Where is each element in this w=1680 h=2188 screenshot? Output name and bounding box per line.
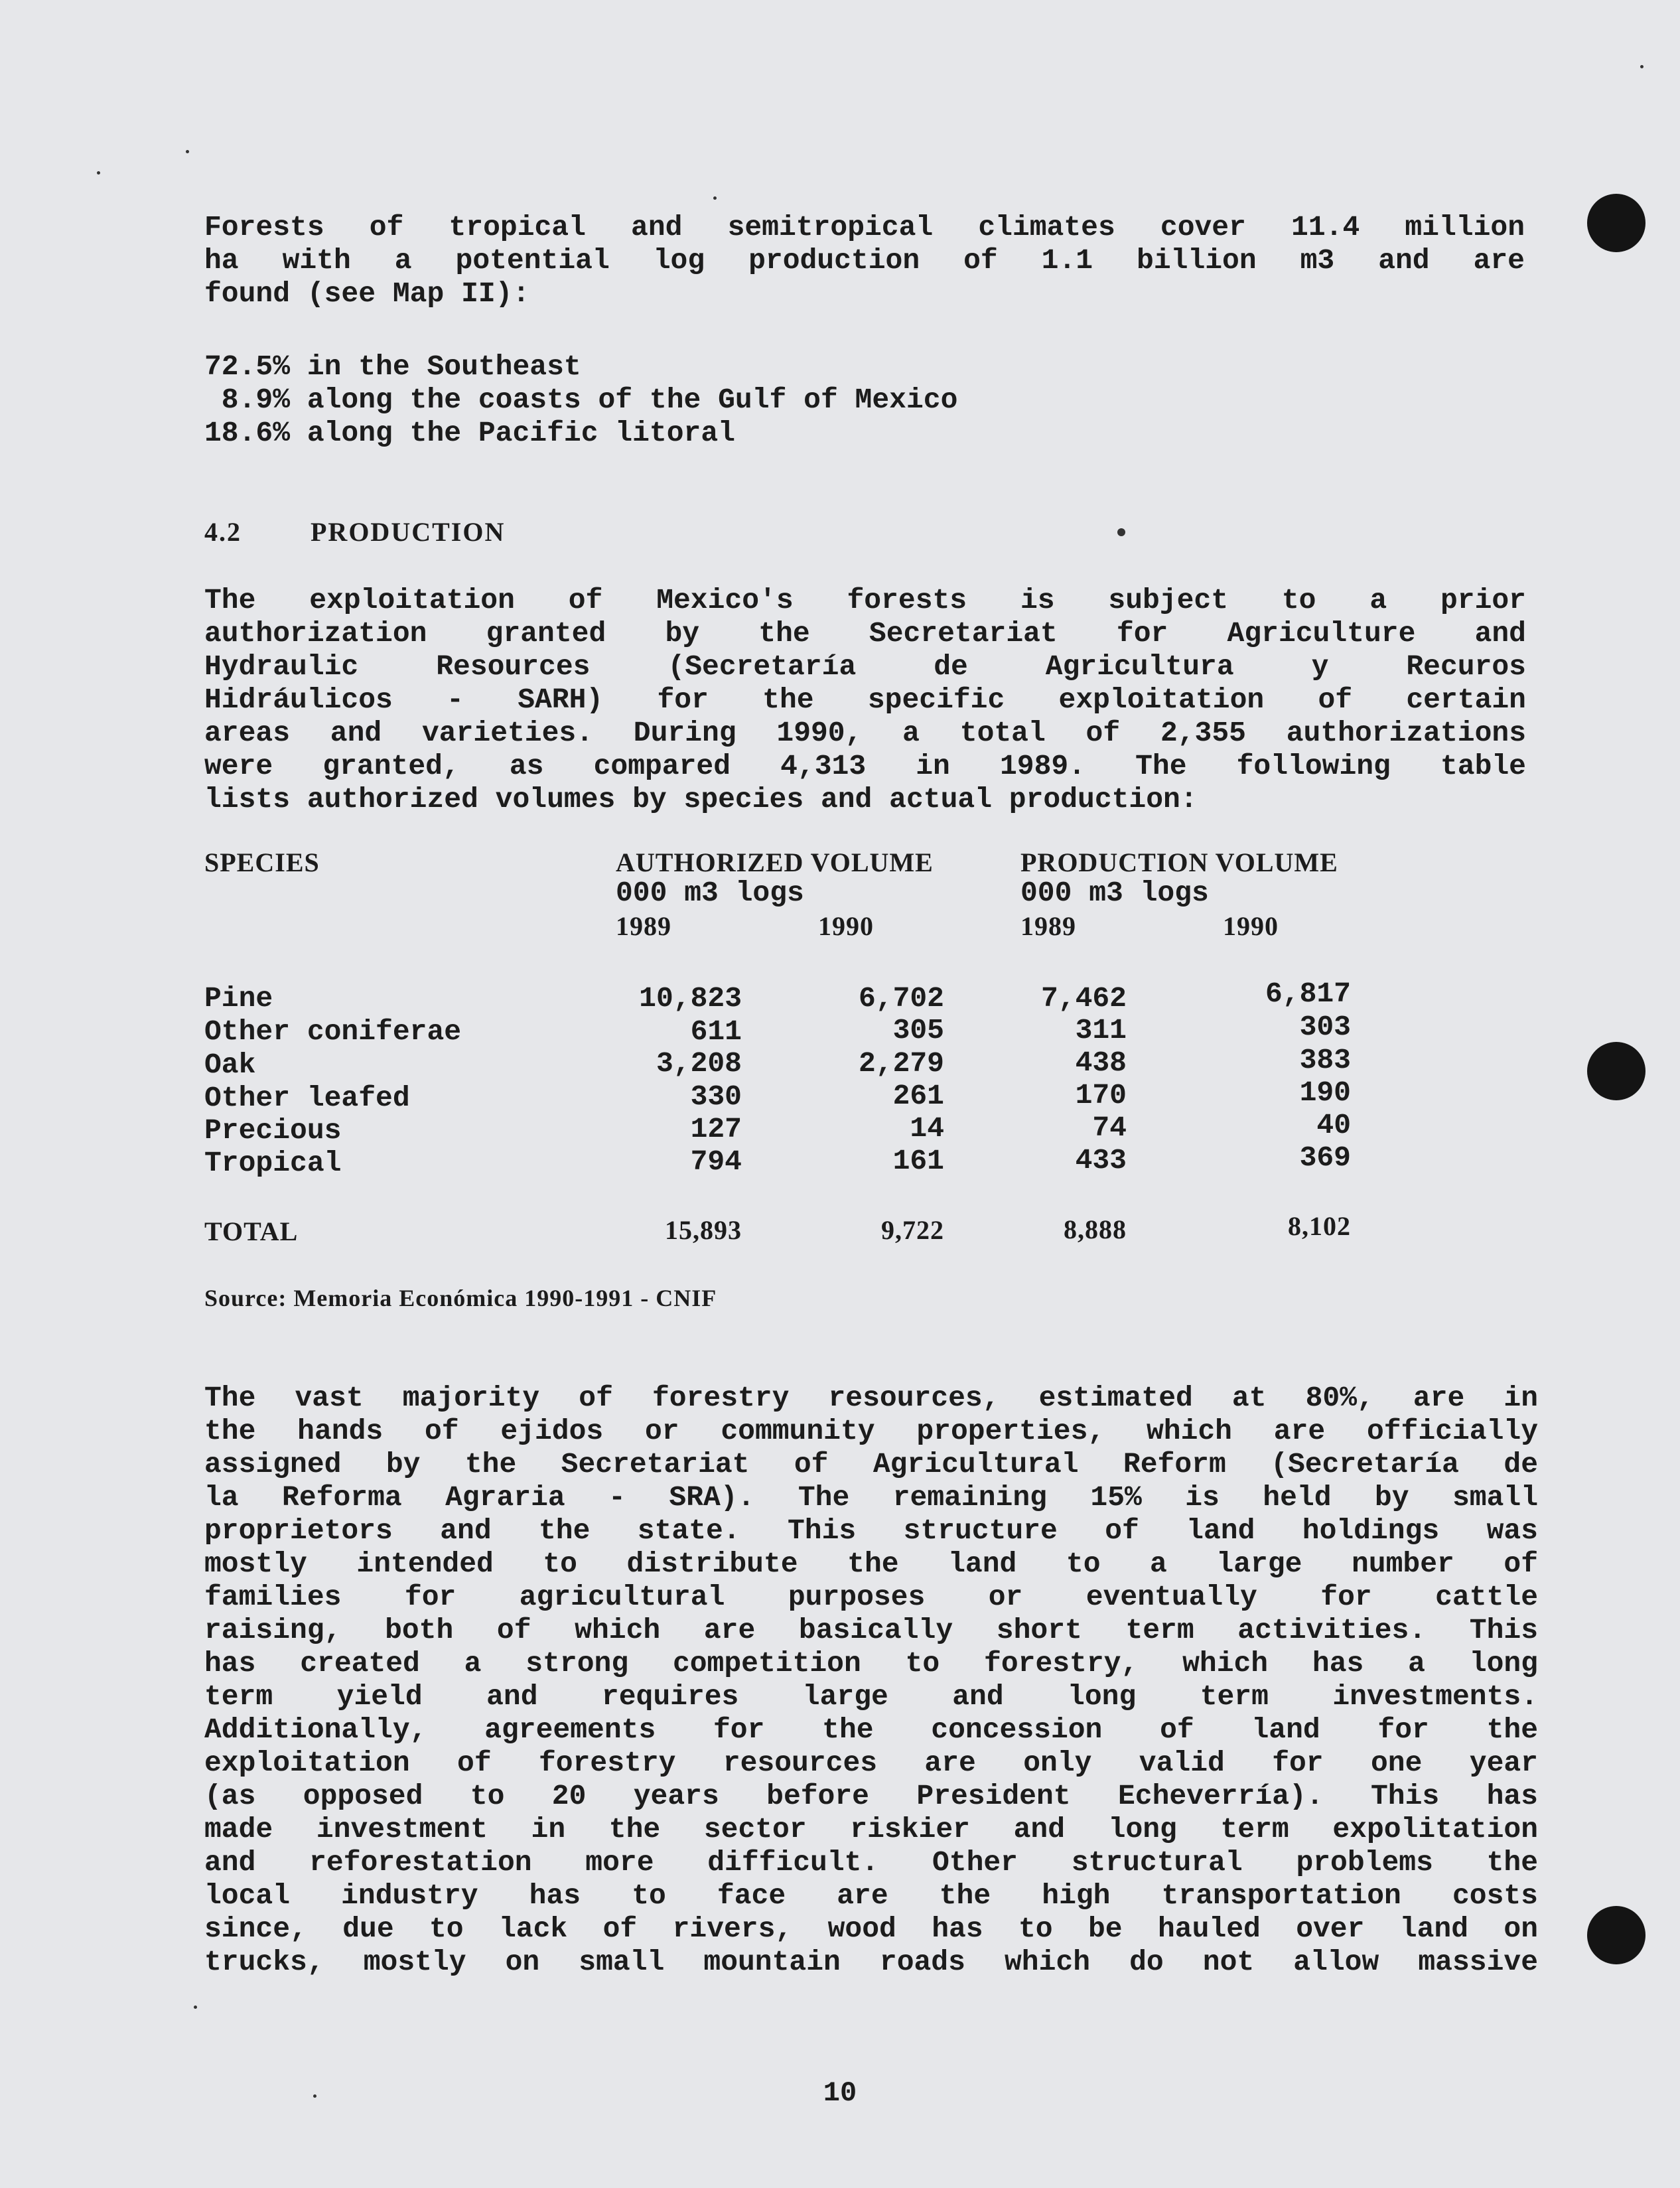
- list-item: 18.6% along the Pacific litoral: [204, 417, 735, 449]
- scan-speck: [97, 171, 100, 175]
- section-title: PRODUCTION: [311, 517, 506, 547]
- text-line: exploitation of forestry resources are only valid for one year: [204, 1747, 1538, 1779]
- table-total-value: 8,888: [1064, 1214, 1127, 1244]
- table-cell-value: 261: [892, 1080, 944, 1112]
- scan-speck: [1640, 65, 1644, 68]
- table-cell-value: 794: [690, 1145, 742, 1178]
- table-year-header: 1989: [616, 911, 671, 941]
- text-line: mostly intended to distribute the land to a large number of: [204, 1548, 1538, 1580]
- text-line: The exploitation of Mexico's forests is subject to a prior: [204, 584, 1526, 617]
- text-line: (as opposed to 20 years before President Echeverría). This has: [204, 1780, 1538, 1812]
- text-line: areas and varieties. During 1990, a total of 2,355 authorizations: [204, 717, 1526, 749]
- table-total-value: 15,893: [665, 1215, 742, 1245]
- text-line: and reforestation more difficult. Other structural problems the: [204, 1846, 1538, 1879]
- text-line: Additionally, agreements for the concession of land for the: [204, 1714, 1538, 1746]
- text-line: raising, both of which are basically short term activities. This: [204, 1614, 1538, 1646]
- punch-hole-bottom: [1587, 1906, 1645, 1964]
- table-cell-value: 40: [1316, 1109, 1351, 1141]
- scan-speck: [1117, 528, 1125, 536]
- text-line: authorization granted by the Secretariat for Agriculture and: [204, 617, 1526, 650]
- text-line: local industry has to face are the high transportation costs: [204, 1879, 1538, 1912]
- text-line: ha with a potential log production of 1.1 billion m3 and are: [204, 244, 1525, 277]
- table-source-note: Source: Memoria Económica 1990-1991 - CNIF: [204, 1285, 717, 1311]
- table-cell-value: 330: [690, 1080, 742, 1113]
- table-cell-value: 6,702: [858, 982, 944, 1015]
- punch-hole-top: [1587, 194, 1645, 252]
- table-cell-value: 311: [1075, 1014, 1127, 1047]
- table-year-header: 1990: [1223, 911, 1279, 941]
- text-line: The vast majority of forestry resources, estimated at 80%, are in: [204, 1382, 1538, 1414]
- text-line: since, due to lack of rivers, wood has to be hauled over land on: [204, 1913, 1538, 1945]
- text-line: Forests of tropical and semitropical climates cover 11.4 million: [204, 211, 1525, 244]
- table-total-value: 8,102: [1288, 1211, 1351, 1241]
- section-heading: [204, 516, 505, 547]
- text-line: trucks, mostly on small mountain roads which do not allow massive: [204, 1946, 1538, 1978]
- table-cell-species: Other leafed: [204, 1082, 410, 1114]
- table-cell-value: 438: [1075, 1047, 1127, 1079]
- table-cell-species: Other coniferae: [204, 1015, 462, 1048]
- table-unit-authorized: 000 m3 logs: [616, 877, 804, 909]
- text-line: found (see Map II):: [204, 277, 530, 310]
- table-cell-value: 305: [892, 1014, 944, 1047]
- table-total-label: TOTAL: [204, 1216, 299, 1246]
- text-line: were granted, as compared 4,313 in 1989. The following table: [204, 750, 1526, 782]
- table-cell-species: Tropical: [204, 1147, 342, 1179]
- table-cell-value: 74: [1092, 1112, 1127, 1144]
- text-line: Hidráulicos - SARH) for the specific exploitation of certain: [204, 684, 1526, 716]
- ownership-paragraph: [204, 1382, 1538, 1979]
- table-cell-value: 127: [690, 1113, 742, 1145]
- production-paragraph: [204, 584, 1526, 816]
- table-total-value: 9,722: [881, 1215, 944, 1245]
- text-line: has created a strong competition to forestry, which has a long: [204, 1647, 1538, 1680]
- text-line: proprietors and the state. This structure of land holdings was: [204, 1514, 1538, 1547]
- table-year-header: 1989: [1020, 911, 1076, 941]
- table-cell-species: Oak: [204, 1049, 256, 1081]
- table-header-species: SPECIES: [204, 847, 320, 877]
- table-header-authorized: AUTHORIZED VOLUME: [616, 847, 934, 877]
- table-cell-species: Pine: [204, 982, 273, 1015]
- forest-distribution-list: [204, 350, 1525, 450]
- table-cell-value: 303: [1299, 1011, 1351, 1043]
- table-unit-production: 000 m3 logs: [1020, 877, 1209, 909]
- list-item: 72.5% in the Southeast: [204, 350, 581, 383]
- page-number: 10: [823, 2077, 857, 2109]
- table-cell-value: 369: [1299, 1141, 1351, 1174]
- text-line: families for agricultural purposes or eventually for cattle: [204, 1581, 1538, 1613]
- table-cell-value: 170: [1075, 1079, 1127, 1112]
- text-line: la Reforma Agraria - SRA). The remaining 15% is held by small: [204, 1481, 1538, 1514]
- table-header-production: PRODUCTION VOLUME: [1020, 847, 1338, 877]
- text-line: made investment in the sector riskier and long term expolitation: [204, 1813, 1538, 1846]
- table-cell-value: 433: [1075, 1144, 1127, 1177]
- scan-speck: [186, 150, 189, 153]
- table-cell-value: 161: [892, 1145, 944, 1177]
- section-number: 4.2: [204, 517, 242, 547]
- list-item: 8.9% along the coasts of the Gulf of Mexico: [204, 384, 958, 416]
- table-cell-value: 383: [1299, 1044, 1351, 1076]
- text-line: the hands of ejidos or community properties, which are officially: [204, 1415, 1538, 1447]
- scan-speck: [194, 2006, 197, 2009]
- text-line: assigned by the Secretariat of Agricultural Reform (Secretaría de: [204, 1448, 1538, 1481]
- text-line: Hydraulic Resources (Secretaría de Agricultura y Recuros: [204, 650, 1526, 683]
- table-cell-value: 2,279: [858, 1047, 944, 1080]
- table-cell-value: 6,817: [1265, 978, 1351, 1010]
- table-cell-species: Precious: [204, 1114, 342, 1147]
- text-line: lists authorized volumes by species and actual production:: [204, 783, 1198, 816]
- table-cell-value: 611: [690, 1015, 742, 1048]
- table-cell-value: 7,462: [1040, 982, 1127, 1015]
- intro-paragraph: [204, 211, 1525, 311]
- text-line: term yield and requires large and long term investments.: [204, 1680, 1538, 1713]
- table-cell-value: 190: [1299, 1076, 1351, 1109]
- table-cell-value: 10,823: [639, 982, 742, 1015]
- table-cell-value: 14: [910, 1112, 944, 1145]
- table-cell-value: 3,208: [656, 1047, 742, 1080]
- punch-hole-middle: [1587, 1042, 1645, 1100]
- scan-speck: [713, 196, 717, 200]
- table-year-header: 1990: [818, 911, 874, 941]
